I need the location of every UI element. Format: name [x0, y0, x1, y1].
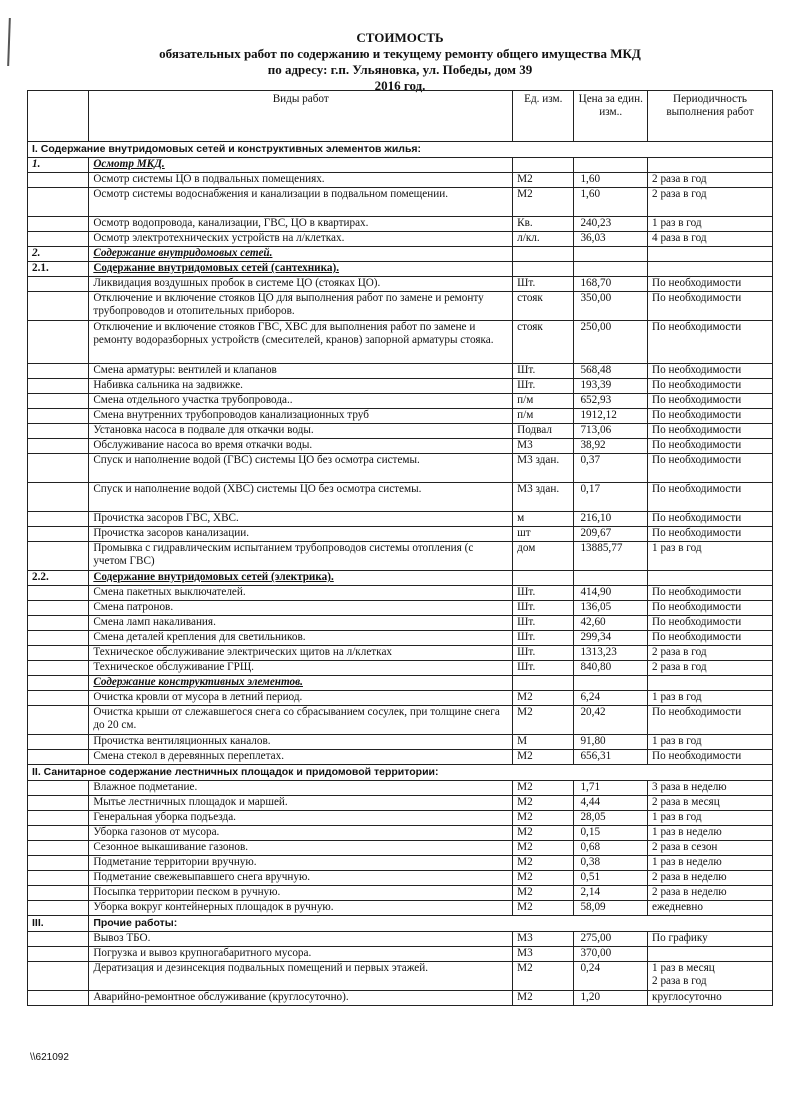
works-table — [27, 90, 773, 1006]
empty-cell — [574, 158, 648, 173]
work-cell: Прочистка засоров ГВС, ХВС. — [89, 512, 513, 527]
table-row — [28, 826, 773, 841]
table-row — [28, 542, 773, 571]
work-cell: Ликвидация воздушных пробок в системе ЦО (стояках ЦО). — [89, 277, 513, 292]
row-number-cell — [28, 409, 89, 424]
price-cell: 240,23 — [574, 217, 648, 232]
unit-cell: М3 здан. — [513, 454, 574, 483]
unit-cell: стояк — [513, 292, 574, 321]
work-cell: Очистка крыши от слежавшегося снега со сбрасыванием сосулек, при толщине снега до 20 см. — [89, 706, 513, 735]
period-cell: круглосуточно — [648, 991, 773, 1006]
unit-cell: стояк — [513, 321, 574, 364]
price-cell: 840,80 — [574, 661, 648, 676]
unit-cell: М2 — [513, 691, 574, 706]
document-header — [0, 30, 800, 94]
subsection-title: Содержание внутридомовых сетей. — [89, 247, 513, 262]
row-number-cell — [28, 661, 89, 676]
table-row — [28, 781, 773, 796]
subsection-title: Содержание внутридомовых сетей (сантехника). — [89, 262, 513, 277]
row-number-cell — [28, 991, 89, 1006]
work-cell: Смена пакетных выключателей. — [89, 586, 513, 601]
period-cell: 2 раза в неделю — [648, 871, 773, 886]
price-cell: 299,34 — [574, 631, 648, 646]
price-cell: 652,93 — [574, 394, 648, 409]
col-price-header: Цена за един. изм.. — [574, 91, 648, 142]
empty-cell — [513, 262, 574, 277]
subsection-row-seti — [28, 247, 773, 262]
row-number-cell — [28, 321, 89, 364]
row-number-cell — [28, 631, 89, 646]
row-number-cell — [28, 586, 89, 601]
table-row — [28, 932, 773, 947]
footer-code: \\621092 — [30, 1052, 69, 1063]
unit-cell: М3 здан. — [513, 483, 574, 512]
table-row — [28, 735, 773, 750]
row-number-cell — [28, 796, 89, 811]
table-row — [28, 232, 773, 247]
price-cell: 250,00 — [574, 321, 648, 364]
table-row — [28, 292, 773, 321]
row-number-cell — [28, 439, 89, 454]
work-cell: Набивка сальника на задвижке. — [89, 379, 513, 394]
table-row — [28, 188, 773, 217]
unit-cell: Шт. — [513, 601, 574, 616]
table-row — [28, 706, 773, 735]
period-cell: ежедневно — [648, 901, 773, 916]
price-cell: 0,51 — [574, 871, 648, 886]
table-row — [28, 321, 773, 364]
work-cell: Дератизация и дезинсекция подвальных помещений и первых этажей. — [89, 962, 513, 991]
table-row — [28, 379, 773, 394]
work-cell: Смена отдельного участка трубопровода.. — [89, 394, 513, 409]
period-cell: По необходимости — [648, 439, 773, 454]
unit-cell: М2 — [513, 188, 574, 217]
work-cell: Спуск и наполнение водой (ХВС) системы ЦО без осмотра системы. — [89, 483, 513, 512]
work-cell: Осмотр электротехнических устройств на л/клетках. — [89, 232, 513, 247]
table-header-row — [28, 91, 773, 142]
work-cell: Посыпка территории песком в ручную. — [89, 886, 513, 901]
unit-cell: М3 — [513, 947, 574, 962]
col-num-header — [28, 91, 89, 142]
table-row — [28, 947, 773, 962]
doc-subtitle: обязательных работ по содержанию и текущему ремонту общего имущества МКД — [159, 46, 641, 61]
period-cell: По необходимости — [648, 616, 773, 631]
period-cell: По необходимости — [648, 424, 773, 439]
period-cell: 1 раз в год — [648, 811, 773, 826]
empty-cell — [648, 571, 773, 586]
period-cell: 1 раз в год — [648, 217, 773, 232]
period-cell: 2 раза в год — [648, 646, 773, 661]
empty-cell — [648, 676, 773, 691]
empty-cell — [513, 247, 574, 262]
unit-cell: п/м — [513, 409, 574, 424]
unit-cell: Шт. — [513, 616, 574, 631]
price-cell: 414,90 — [574, 586, 648, 601]
table-row — [28, 856, 773, 871]
work-cell: Прочистка засоров канализации. — [89, 527, 513, 542]
work-cell: Сезонное выкашивание газонов. — [89, 841, 513, 856]
period-cell: 1 раз в год — [648, 691, 773, 706]
table-row — [28, 871, 773, 886]
period-cell: По необходимости — [648, 379, 773, 394]
unit-cell: Шт. — [513, 364, 574, 379]
period-cell: 4 раза в год — [648, 232, 773, 247]
period-cell: 2 раза в год — [648, 173, 773, 188]
subsection-number: 2. — [28, 247, 89, 262]
row-number-cell — [28, 781, 89, 796]
period-cell: По необходимости — [648, 321, 773, 364]
work-cell: Отключение и включение стояков ГВС, ХВС для выполнения работ по замене и ремонту водоразборных устройств (смесителей, кранов) запорной арматуры стояка. — [89, 321, 513, 364]
price-cell: 1,20 — [574, 991, 648, 1006]
work-cell: Вывоз ТБО. — [89, 932, 513, 947]
period-cell: 1 раз в неделю — [648, 826, 773, 841]
unit-cell: М2 — [513, 781, 574, 796]
unit-cell: Шт. — [513, 586, 574, 601]
table-row — [28, 424, 773, 439]
unit-cell: М2 — [513, 796, 574, 811]
work-cell: Уборка вокруг контейнерных площадок в ручную. — [89, 901, 513, 916]
work-cell: Смена арматуры: вентилей и клапанов — [89, 364, 513, 379]
row-number-cell — [28, 871, 89, 886]
subsection-number: 2.2. — [28, 571, 89, 586]
table-row — [28, 691, 773, 706]
period-cell: По необходимости — [648, 292, 773, 321]
unit-cell: М2 — [513, 826, 574, 841]
work-cell: Подметание территории вручную. — [89, 856, 513, 871]
empty-cell — [574, 676, 648, 691]
table-row — [28, 527, 773, 542]
subsection-row-konstr — [28, 676, 773, 691]
price-cell: 4,44 — [574, 796, 648, 811]
table-row — [28, 991, 773, 1006]
price-cell: 38,92 — [574, 439, 648, 454]
table-row — [28, 173, 773, 188]
doc-title: СТОИМОСТЬ — [356, 30, 444, 45]
unit-cell: дом — [513, 542, 574, 571]
period-cell: 2 раза в год — [648, 661, 773, 676]
table-row — [28, 454, 773, 483]
work-cell: Техническое обслуживание ГРЩ. — [89, 661, 513, 676]
unit-cell: Кв. — [513, 217, 574, 232]
unit-cell: Шт. — [513, 277, 574, 292]
period-cell: 3 раза в неделю — [648, 781, 773, 796]
table-row — [28, 631, 773, 646]
table-body — [28, 142, 773, 1006]
unit-cell: М2 — [513, 750, 574, 765]
table-row — [28, 439, 773, 454]
period-cell: 1 раз в год — [648, 735, 773, 750]
period-cell: По необходимости — [648, 454, 773, 483]
row-number-cell — [28, 735, 89, 750]
row-number-cell — [28, 646, 89, 661]
row-number-cell — [28, 826, 89, 841]
table-row — [28, 217, 773, 232]
unit-cell: М2 — [513, 901, 574, 916]
unit-cell: М2 — [513, 856, 574, 871]
period-cell: 1 раз в неделю — [648, 856, 773, 871]
price-cell: 2,14 — [574, 886, 648, 901]
price-cell: 0,15 — [574, 826, 648, 841]
empty-cell — [648, 158, 773, 173]
table-row — [28, 646, 773, 661]
subsection-title: Содержание внутридомовых сетей (электрика). — [89, 571, 513, 586]
period-cell: 2 раза в год — [648, 188, 773, 217]
empty-cell — [513, 158, 574, 173]
price-cell: 656,31 — [574, 750, 648, 765]
empty-cell — [574, 247, 648, 262]
period-cell: По графику — [648, 932, 773, 947]
row-number-cell — [28, 277, 89, 292]
row-number-cell — [28, 483, 89, 512]
period-cell: По необходимости — [648, 750, 773, 765]
subsection-number: 1. — [28, 158, 89, 173]
subsection-number: 2.1. — [28, 262, 89, 277]
unit-cell: Шт. — [513, 661, 574, 676]
price-cell: 1,60 — [574, 188, 648, 217]
price-cell: 58,09 — [574, 901, 648, 916]
unit-cell: Шт. — [513, 646, 574, 661]
row-number-cell — [28, 947, 89, 962]
price-cell: 13885,77 — [574, 542, 648, 571]
price-cell: 713,06 — [574, 424, 648, 439]
empty-cell — [648, 247, 773, 262]
price-cell: 20,42 — [574, 706, 648, 735]
subsection-title: Осмотр МКД. — [89, 158, 513, 173]
col-unit-header: Ед. изм. — [513, 91, 574, 142]
empty-cell — [648, 262, 773, 277]
work-cell: Очистка кровли от мусора в летний период. — [89, 691, 513, 706]
work-cell: Мытье лестничных площадок и маршей. — [89, 796, 513, 811]
section-row-2 — [28, 765, 773, 781]
period-cell: По необходимости — [648, 586, 773, 601]
row-number-cell — [28, 424, 89, 439]
row-number-cell — [28, 856, 89, 871]
table-row — [28, 841, 773, 856]
row-number-cell — [28, 601, 89, 616]
table-row — [28, 394, 773, 409]
price-cell: 0,24 — [574, 962, 648, 991]
row-number-cell — [28, 841, 89, 856]
table-row — [28, 601, 773, 616]
unit-cell: п/м — [513, 394, 574, 409]
row-number-cell — [28, 379, 89, 394]
unit-cell: Шт. — [513, 379, 574, 394]
price-cell: 1313,23 — [574, 646, 648, 661]
period-cell: По необходимости — [648, 483, 773, 512]
unit-cell: м — [513, 512, 574, 527]
unit-cell: шт — [513, 527, 574, 542]
work-cell: Подметание свежевыпавшего снега вручную. — [89, 871, 513, 886]
row-number-cell — [28, 364, 89, 379]
subsection-row-elektr — [28, 571, 773, 586]
section-title: Прочие работы: — [89, 916, 773, 932]
row-number-cell — [28, 901, 89, 916]
unit-cell: М3 — [513, 439, 574, 454]
section-number: III. — [28, 916, 89, 932]
price-cell: 42,60 — [574, 616, 648, 631]
work-cell: Отключение и включение стояков ЦО для выполнения работ по замене и ремонту трубопроводов и отопительных приборов. — [89, 292, 513, 321]
period-cell — [648, 947, 773, 962]
work-cell: Смена патронов. — [89, 601, 513, 616]
row-number-cell — [28, 616, 89, 631]
work-cell: Техническое обслуживание электрических щитов на л/клетках — [89, 646, 513, 661]
price-cell: 370,00 — [574, 947, 648, 962]
work-cell: Осмотр системы ЦО в подвальных помещениях. — [89, 173, 513, 188]
unit-cell: л/кл. — [513, 232, 574, 247]
table-row — [28, 586, 773, 601]
period-cell: По необходимости — [648, 394, 773, 409]
period-cell: По необходимости — [648, 706, 773, 735]
row-number-cell — [28, 173, 89, 188]
price-cell: 568,48 — [574, 364, 648, 379]
price-cell: 136,05 — [574, 601, 648, 616]
work-cell: Влажное подметание. — [89, 781, 513, 796]
doc-year: 2016 год. — [374, 78, 426, 93]
row-number-cell — [28, 542, 89, 571]
unit-cell: М2 — [513, 706, 574, 735]
row-number-cell — [28, 232, 89, 247]
unit-cell: М3 — [513, 932, 574, 947]
work-cell: Смена стекол в деревянных переплетах. — [89, 750, 513, 765]
row-number-cell — [28, 217, 89, 232]
row-number-cell — [28, 454, 89, 483]
table-row — [28, 277, 773, 292]
price-cell: 193,39 — [574, 379, 648, 394]
work-cell: Установка насоса в подвале для откачки воды. — [89, 424, 513, 439]
price-cell: 350,00 — [574, 292, 648, 321]
period-cell: По необходимости — [648, 512, 773, 527]
work-cell: Погрузка и вывоз крупногабаритного мусора. — [89, 947, 513, 962]
period-cell: 2 раза в месяц — [648, 796, 773, 811]
unit-cell: М2 — [513, 871, 574, 886]
period-cell: 2 раза в неделю — [648, 886, 773, 901]
table-row — [28, 796, 773, 811]
table-row — [28, 901, 773, 916]
price-cell: 275,00 — [574, 932, 648, 947]
table-row — [28, 616, 773, 631]
subsection-row-santeh — [28, 262, 773, 277]
section-row-1 — [28, 142, 773, 158]
price-cell: 0,38 — [574, 856, 648, 871]
price-cell: 91,80 — [574, 735, 648, 750]
empty-cell — [574, 262, 648, 277]
table-row — [28, 750, 773, 765]
row-number-cell — [28, 527, 89, 542]
row-number-cell — [28, 886, 89, 901]
row-number-cell — [28, 691, 89, 706]
row-number-cell — [28, 394, 89, 409]
empty-cell — [513, 571, 574, 586]
work-cell: Осмотр системы водоснабжения и канализации в подвальном помещении. — [89, 188, 513, 217]
subsection-number — [28, 676, 89, 691]
table-row — [28, 483, 773, 512]
price-cell: 1912,12 — [574, 409, 648, 424]
period-cell: По необходимости — [648, 631, 773, 646]
row-number-cell — [28, 811, 89, 826]
work-cell: Аварийно-ремонтное обслуживание (круглосуточно). — [89, 991, 513, 1006]
period-cell: По необходимости — [648, 601, 773, 616]
row-number-cell — [28, 962, 89, 991]
subsection-row-osmotr — [28, 158, 773, 173]
work-cell: Смена ламп накаливания. — [89, 616, 513, 631]
work-cell: Промывка с гидравлическим испытанием трубопроводов системы отопления (с учетом ГВС) — [89, 542, 513, 571]
unit-cell: М2 — [513, 841, 574, 856]
price-cell: 6,24 — [574, 691, 648, 706]
col-period-header: Периодичность выполнения работ — [648, 91, 773, 142]
unit-cell: М2 — [513, 962, 574, 991]
period-cell: 1 раз в год — [648, 542, 773, 571]
row-number-cell — [28, 512, 89, 527]
work-cell: Уборка газонов от мусора. — [89, 826, 513, 841]
table-row — [28, 886, 773, 901]
table-row — [28, 512, 773, 527]
unit-cell: М2 — [513, 886, 574, 901]
section-title: I. Содержание внутридомовых сетей и конструктивных элементов жилья: — [28, 142, 773, 158]
price-cell: 209,67 — [574, 527, 648, 542]
unit-cell: М2 — [513, 811, 574, 826]
work-cell: Осмотр водопровода, канализации, ГВС, ЦО в квартирах. — [89, 217, 513, 232]
price-cell: 216,10 — [574, 512, 648, 527]
subsection-title: Содержание конструктивных элементов. — [89, 676, 513, 691]
empty-cell — [513, 676, 574, 691]
section-row-3 — [28, 916, 773, 932]
doc-address: по адресу: г.п. Ульяновка, ул. Победы, дом 39 — [267, 62, 533, 77]
unit-cell: Подвал — [513, 424, 574, 439]
price-cell: 28,05 — [574, 811, 648, 826]
period-cell: 2 раза в сезон — [648, 841, 773, 856]
work-cell: Смена деталей крепления для светильников. — [89, 631, 513, 646]
unit-cell: М — [513, 735, 574, 750]
table-row — [28, 364, 773, 379]
row-number-cell — [28, 188, 89, 217]
period-cell: 1 раз в месяц 2 раза в год — [648, 962, 773, 991]
work-cell: Спуск и наполнение водой (ГВС) системы ЦО без осмотра системы. — [89, 454, 513, 483]
row-number-cell — [28, 706, 89, 735]
work-cell: Обслуживание насоса во время откачки воды. — [89, 439, 513, 454]
period-cell: По необходимости — [648, 409, 773, 424]
price-cell: 1,60 — [574, 173, 648, 188]
empty-cell — [574, 571, 648, 586]
row-number-cell — [28, 750, 89, 765]
col-works-header: Виды работ — [89, 91, 513, 142]
table-row — [28, 661, 773, 676]
unit-cell: М2 — [513, 991, 574, 1006]
row-number-cell — [28, 932, 89, 947]
table-row — [28, 962, 773, 991]
table-row — [28, 811, 773, 826]
period-cell: По необходимости — [648, 527, 773, 542]
price-cell: 168,70 — [574, 277, 648, 292]
unit-cell: М2 — [513, 173, 574, 188]
work-cell: Прочистка вентиляционных каналов. — [89, 735, 513, 750]
unit-cell: Шт. — [513, 631, 574, 646]
table-row — [28, 409, 773, 424]
price-cell: 0,17 — [574, 483, 648, 512]
price-cell: 1,71 — [574, 781, 648, 796]
row-number-cell — [28, 292, 89, 321]
period-cell: По необходимости — [648, 364, 773, 379]
price-cell: 36,03 — [574, 232, 648, 247]
work-cell: Смена внутренних трубопроводов канализационных труб — [89, 409, 513, 424]
period-cell: По необходимости — [648, 277, 773, 292]
price-cell: 0,37 — [574, 454, 648, 483]
price-cell: 0,68 — [574, 841, 648, 856]
section-title: II. Санитарное содержание лестничных площадок и придомовой территории: — [28, 765, 773, 781]
work-cell: Генеральная уборка подъезда. — [89, 811, 513, 826]
